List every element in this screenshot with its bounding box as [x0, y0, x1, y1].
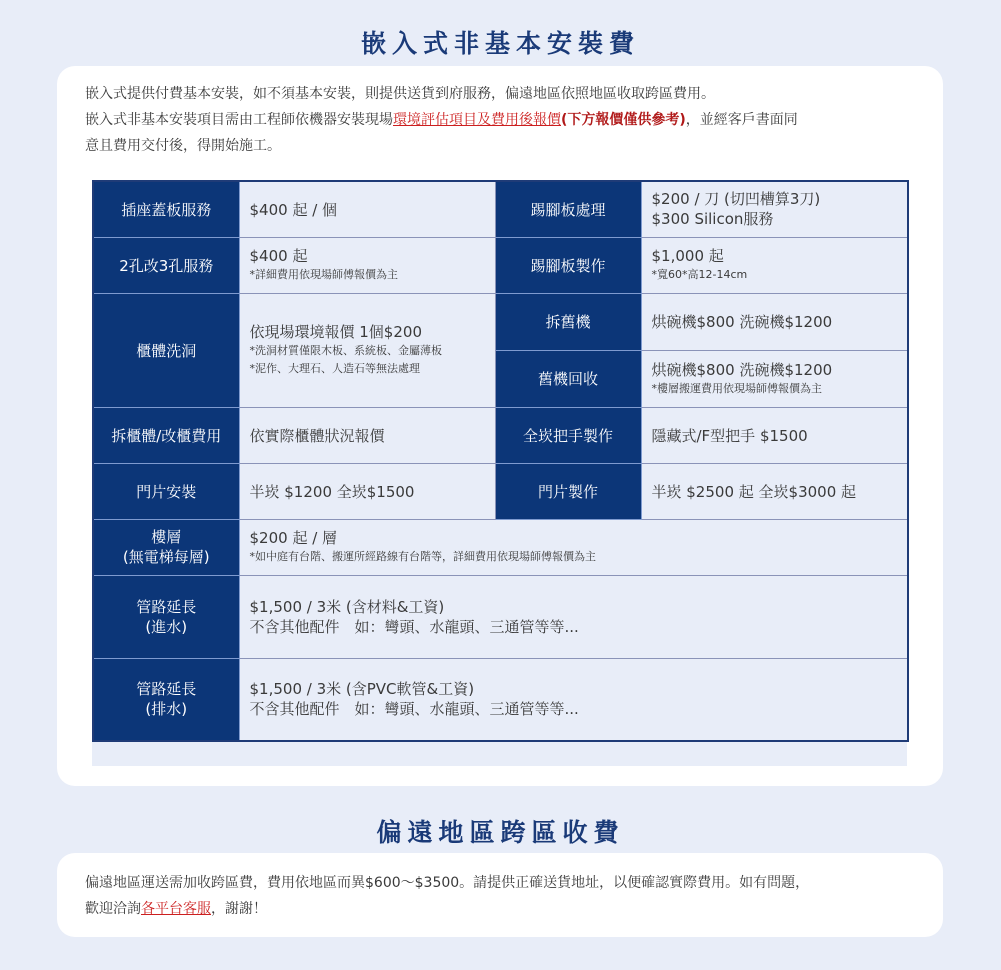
intro-line-3: 意且費用交付後，得開始施工。 [85, 138, 281, 154]
label-line: (進水) [145, 617, 188, 636]
table-row [93, 463, 908, 519]
row-label [93, 519, 239, 575]
remote-line-2 [85, 896, 925, 922]
table-row [93, 519, 908, 575]
row-value [641, 350, 908, 407]
label-line: (排水) [145, 700, 188, 719]
row-label: 踢腳板處理 [495, 181, 641, 237]
row-label: 踢腳板製作 [495, 237, 641, 293]
intro-line-1: 嵌入式提供付費基本安裝，如不須基本安裝，則提供送貨到府服務，偏遠地區依照地區收取跨區費用。 [85, 86, 715, 102]
row-label: 2孔改3孔服務 [93, 237, 239, 293]
assessment-link[interactable]: 環境評估項目及費用後報價 [393, 112, 561, 128]
table-row [93, 575, 908, 658]
row-label: 舊機回收 [495, 350, 641, 407]
row-label [93, 575, 239, 658]
row-value [239, 575, 908, 658]
label-line: (無電梯每層) [122, 548, 210, 566]
value-line: 烘碗機$800 洗碗機$1200 [651, 360, 833, 379]
table-row [93, 658, 908, 741]
row-value [239, 293, 495, 407]
label-line: 管路延長 [136, 680, 197, 699]
remote-fee-text [85, 870, 925, 922]
table-row [93, 407, 908, 463]
row-label [93, 658, 239, 741]
row-value [239, 519, 908, 575]
intro-text: 嵌入式非基本安裝項目需由工程師依機器安裝現場 [85, 112, 393, 128]
value-line: $400 起 [249, 247, 308, 265]
value-line: 依現場環境報價 1個$200 [249, 323, 422, 341]
row-value: $400 起 / 個 [239, 181, 495, 237]
label-line: 樓層 [151, 528, 182, 546]
section-title-remote-fee: 偏遠地區跨區收費 [376, 818, 625, 847]
row-value: 半崁 $1200 全崁$1500 [239, 463, 495, 519]
table-row [93, 181, 908, 237]
value-line: 不含其他配件 如：彎頭、水龍頭、三通管等等... [249, 700, 579, 719]
row-label: 全崁把手製作 [495, 407, 641, 463]
row-label: 櫃體洗洞 [93, 293, 239, 407]
row-label: 拆櫃體/改櫃費用 [93, 407, 239, 463]
label-line: 管路延長 [136, 597, 197, 616]
price-table [92, 180, 909, 742]
value-note: *樓層搬運費用依現場師傅報價為主 [651, 381, 822, 395]
value-line: $200 / 刀 (切凹槽算3刀) [651, 190, 821, 209]
remote-text: 歡迎洽詢 [85, 901, 141, 917]
table-row [93, 237, 908, 293]
value-line: $1,500 / 3米 (含PVC軟管&工資) [249, 680, 475, 699]
remote-text: ，謝謝！ [211, 901, 267, 917]
row-value: 依實際櫃體狀況報價 [239, 407, 495, 463]
customer-service-link[interactable]: 各平台客服 [141, 901, 211, 917]
row-value: 半崁 $2500 起 全崁$3000 起 [641, 463, 908, 519]
row-label: 拆舊機 [495, 293, 641, 350]
value-line: $1,000 起 [651, 247, 724, 265]
value-note: *如中庭有台階、搬運所經路線有台階等，詳細費用依現場師傅報價為主 [249, 550, 596, 563]
row-label: 門片製作 [495, 463, 641, 519]
row-value [239, 658, 908, 741]
row-label: 門片安裝 [93, 463, 239, 519]
row-value: 烘碗機$800 洗碗機$1200 [641, 293, 908, 350]
value-line: 不含其他配件 如：彎頭、水龍頭、三通管等等... [249, 617, 579, 636]
value-note: *洗洞材質僅限木板、系統板、金屬薄板 [249, 344, 442, 357]
section-title-installation: 嵌入式非基本安裝費 [360, 29, 640, 58]
value-line: $300 Silicon服務 [651, 210, 774, 229]
row-value [239, 237, 495, 293]
row-value [641, 237, 908, 293]
remote-line-1: 偏遠地區運送需加收跨區費，費用依地區而異$600～$3500。請提供正確送貨地址，以便確認實際費用。如有問題， [85, 875, 810, 891]
row-value: 隱藏式/F型把手 $1500 [641, 407, 908, 463]
intro-line-2 [85, 107, 925, 133]
value-note: *泥作、大理石、人造石等無法處理 [249, 362, 420, 375]
table-row [93, 293, 908, 350]
installation-intro [85, 81, 925, 159]
price-table-container [92, 180, 907, 766]
row-value [641, 181, 908, 237]
value-note: *寬60*高12-14cm [651, 268, 748, 281]
row-label: 插座蓋板服務 [93, 181, 239, 237]
reference-note: (下方報價僅供參考) [561, 112, 686, 128]
value-line: $1,500 / 3米 (含材料&工資) [249, 597, 445, 616]
value-line: $200 起 / 層 [249, 529, 338, 547]
intro-text: ，並經客戶書面同 [685, 112, 798, 128]
value-note: *詳細費用依現場師傅報價為主 [249, 268, 398, 281]
